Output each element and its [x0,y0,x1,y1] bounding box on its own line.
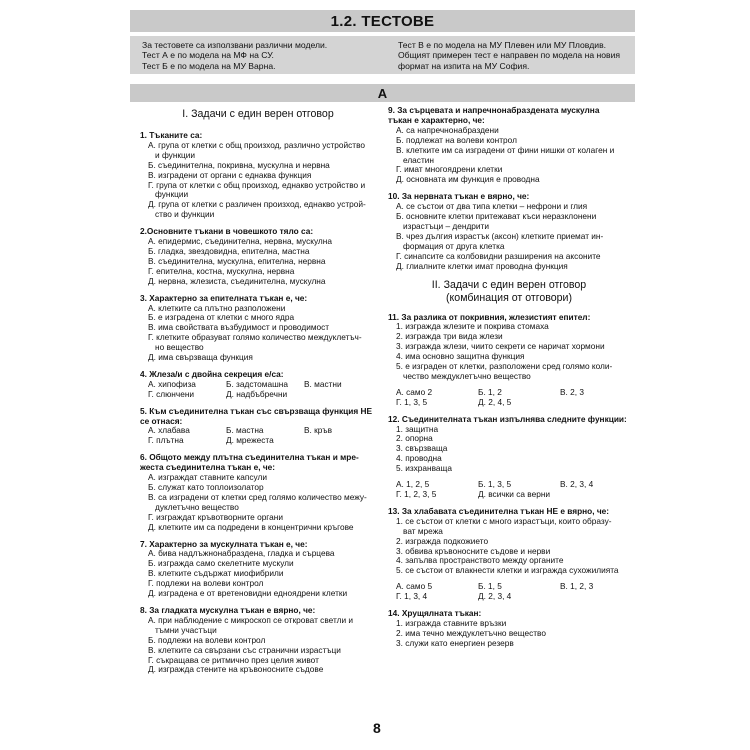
question-title: 6. Общото между плътна съединителна тъкан и мре- [140,452,359,463]
question-title: 2.Основните тъкани в човешкото тяло са: [140,226,314,237]
option: тъмни участъци [155,624,217,635]
option: Д. 2, 4, 5 [478,396,512,407]
option: Д. основната им функция е проводна [396,174,540,185]
question-title: 10. За нервната тъкан е вярно, че: [388,191,530,202]
part-2-heading [388,279,630,305]
option: А. изграждат ставните капсули [148,472,267,483]
question-title-cont: жеста съединителна тъкан е, че: [140,462,276,473]
intro-left [142,40,382,71]
part-title: II. Задачи с един верен отговор [431,278,587,291]
option: Д. всички са верни [478,489,551,499]
option: 3. обвива кръвоносните съдове и нерви [396,545,551,556]
option: еластин [403,154,434,165]
question-5 [140,407,376,447]
intro-line: Тест А е по модела на МФ на СУ. [142,50,274,61]
option: 3. свързваща [396,443,448,454]
question-4 [140,370,376,400]
option: В. клетките им са изградени от фини нишки от колаген и [396,144,615,155]
right-column [388,106,630,656]
option: Б. е изградена от клетки с много ядра [148,312,295,323]
option: А. клетките са плътно разположени [148,302,286,313]
question-8 [140,606,376,675]
question-2 [140,227,376,286]
option: 4. има основно защитна функция [396,351,525,362]
option: 1. изгражда жлезите и покрива стомаха [396,321,549,332]
intro-line: формат на изпита на МУ София. [398,60,530,71]
option: 2. изгражда подкожието [396,535,489,546]
question-title: 12. Съединителната тъкан изпълнява следните функции: [388,413,627,424]
option: Б. мастна [226,425,264,436]
option: А. 1, 2, 5 [396,479,430,490]
option: и функции [155,149,196,160]
option: дуклетъчно вещество [155,501,239,512]
option: Г. 1, 3, 4 [396,591,428,602]
option: Б. основните клетки притежават къси неразклонени [396,211,597,222]
option: Д. клетките им са подредени в концентрични кръгове [148,521,354,532]
option: Б. съединителна, покривна, мускулна и нервна [148,159,330,170]
banner-title: 1.2. ТЕСТОВЕ [130,10,635,32]
question-9 [388,106,630,185]
option: Б. служат като топлоизолатор [148,482,264,492]
option: Б. задстомашна [226,378,288,389]
option: В. изградени от органи с еднаква функция [148,169,312,180]
option: 2. опорна [396,433,433,444]
option: Д. изградена е от вретеновидни едноядрени клетки [148,588,348,599]
option-row [388,398,630,408]
option: В. 1, 2, 3 [560,581,594,592]
option: 1. изгражда ставните връзки [396,617,507,628]
question-title: 3. Характерно за епителната тъкан е, че: [140,292,308,303]
question-14 [388,609,630,649]
page-number: 8 [373,720,381,736]
option: 5. е изграден от клетки, разположени сред голямо коли- [396,361,613,372]
option: Б. 1, 3, 5 [478,479,512,490]
intro-line: Тест Б е по модела на МУ Варна. [142,60,276,71]
option-row [388,490,630,500]
question-title-cont: се отнася: [140,415,183,426]
option: чество междуклетъчно вещество [403,370,531,381]
question-title: 4. Жлеза/и с двойна секреция е/са: [140,368,284,379]
option: 1. се състои от клетки с много израстъци, които образу- [396,515,612,526]
part-title: I. Задачи с един верен отговор [182,108,334,120]
option: В. клетките съдържат миофибрили [148,568,284,579]
option: А. само 5 [396,581,433,592]
option: В. 2, 3 [560,386,584,397]
part-subtitle: (комбинация от отговори) [446,291,572,304]
question-12 [388,415,630,500]
option: 5. изхранваща [396,463,452,474]
intro-right [398,40,628,71]
option: Г. клетките образуват голямо количество междуклетъч- [148,332,362,343]
question-title: 7. Характерно за мускулната тъкан е, че: [140,538,308,549]
intro-box [130,36,635,74]
intro-line: Общият примерен тест е направен по модела на новия [398,50,621,61]
question-title: 1. Тъканите са: [140,130,203,140]
option: А. бива надлъжнонабраздена, гладка и сърцева [148,548,335,559]
option: А. хлабава [148,425,190,436]
option: В. съединителна, мускулна, епителна, нервна [148,255,326,266]
question-title: 11. За разлика от покривния, жлезистият епител: [388,311,591,322]
option: В. чрез дългия израстък (аксон) клетките приемат ин- [396,230,604,241]
question-13 [388,507,630,602]
option: А. са напречнонабраздени [396,124,499,135]
option: Г. подлежи на волеви контрол [148,578,264,589]
option-row [140,390,376,400]
option: 3. служи като енергиен резерв [396,637,514,648]
option: Г. слюнчени [148,388,195,399]
option: Г. епителна, костна, мускулна, нервна [148,265,295,276]
option: Д. мрежеста [226,435,274,446]
option: Д. изгражда стените на кръвоносните съдове [148,664,324,675]
question-7 [140,540,376,599]
option: Д. има свързваща функция [148,352,253,363]
option: Г. съкращава се ритмично през целия живот [148,654,319,665]
option: В. мастни [304,378,342,389]
option: Г. 1, 3, 5 [396,396,428,407]
question-11 [388,313,630,408]
question-title: 13. За хлабавата съединителна тъкан НЕ е вярно, че: [388,505,610,516]
option: В. има свойствата възбудимост и проводимост [148,322,330,333]
section-header: А [130,84,635,102]
option: 4. запълва пространството между органите [396,555,564,566]
option: А. само 2 [396,386,433,397]
question-title: 5. Към съединителна тъкан със свързваща функция НЕ [140,405,373,416]
option: 5. се състои от влакнести клетки и изгражда сухожилията [396,565,619,576]
question-title-cont: тъкан е характерно, че: [388,114,485,125]
option: Д. 2, 3, 4 [478,591,512,602]
option: 4. проводна [396,453,442,464]
option: Д. надбъбречни [226,388,288,399]
question-1 [140,131,376,220]
option: В. 2, 3, 4 [560,479,594,490]
option: 2. изгражда три вида жлези [396,331,503,342]
question-title: 14. Хрущялната тъкан: [388,608,482,619]
option: Б. изгражда само скелетните мускули [148,558,294,569]
option: но вещество [155,342,204,353]
option: Д. глиалните клетки имат проводна функция [396,260,568,271]
option: В. клетките са свързани със странични израстъци [148,644,341,655]
option: израстъци – дендрити [403,220,489,231]
option: Д. група от клетки с различен произход, еднакво устрой- [148,199,366,210]
textbook-page [130,0,635,750]
option: А. хипофиза [148,378,196,389]
intro-line: Тест В е по модела на МУ Плевен или МУ Пловдив. [398,40,607,50]
option: 3. изгражда жлези, чиито секрети се наричат хормони [396,341,605,352]
option: формация от друга клетка [403,240,505,251]
option: А. се състои от два типа клетки – нефрони и глия [396,201,588,212]
option: Д. нервна, жлезиста, съединителна, мускулна [148,275,326,286]
option: функции [155,189,189,200]
option: Б. подлежат на волеви контрол [396,134,517,145]
option: Б. гладка, звездовидна, епителна, мастна [148,245,310,256]
option: Б. 1, 2 [478,386,502,397]
option-row [140,436,376,446]
option: В. кръв [304,425,332,436]
option: А. епидермис, съединителна, нервна, мускулна [148,236,332,247]
intro-line: За тестовете са използвани различни модели. [142,40,328,50]
option: ство и функции [155,209,215,220]
option: Б. 1, 5 [478,581,502,592]
question-6 [140,453,376,532]
option: 2. има течно междуклетъчно вещество [396,627,546,638]
option: Г. имат многоядрени клетки [396,164,503,175]
question-10 [388,192,630,271]
option: Г. изграждат кръвотворните органи [148,511,283,522]
option: Г. синапсите са колбовидни разширения на аксоните [396,250,601,261]
option: А. при наблюдение с микроскоп се откроват светли и [148,614,354,625]
option: А. група от клетки с общ произход, различно устройство [148,139,366,150]
option-row [388,592,630,602]
option: Б. подлежи на волеви контрол [148,634,266,645]
option: В. са изградени от клетки сред голямо количество межу- [148,491,367,502]
option: Г. плътна [148,435,184,446]
option: ват мрежа [403,525,443,536]
option: Г. група от клетки с общ произход, еднакво устройство и [148,179,366,190]
question-title: 9. За сърцевата и напречнонабраздената мускулна [388,105,600,115]
question-3 [140,294,376,363]
left-column [140,106,376,682]
option: Г. 1, 2, 3, 5 [396,489,437,499]
question-title: 8. За гладката мускулна тъкан е вярно, че: [140,604,316,615]
option: 1. защитна [396,423,439,434]
